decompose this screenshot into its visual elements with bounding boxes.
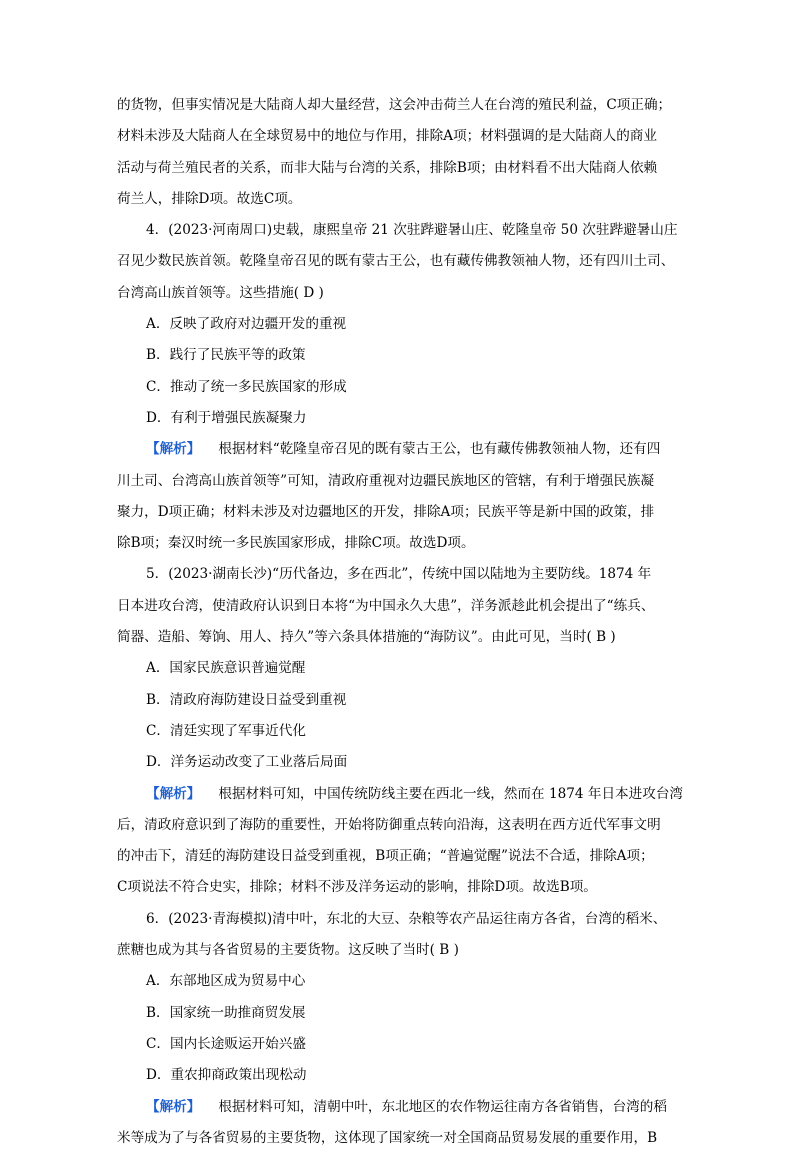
line-text: 材料未涉及大陆商人在全球贸易中的地位与作用，排除A项；材料强调的是大陆商人的商业: [117, 128, 657, 145]
text-line: [117, 90, 677, 121]
line-text: B．践行了民族平等的政策: [146, 347, 306, 364]
document-body: [117, 90, 684, 1154]
analysis-label: 【解析】: [146, 785, 201, 802]
line-text: 简器、造船、筹饷、用人、持久”等六条具体措施的“海防议”。由此可见，当时( B ): [117, 629, 616, 646]
line-text: C项说法不符合史实，排除；材料不涉及洋务运动的影响，排除D项。故选B项。: [117, 879, 597, 896]
text-line: [117, 716, 677, 747]
line-text: 活动与荷兰殖民者的关系，而非大陆与台湾的关系，排除B项；由材料看不出大陆商人依赖: [117, 159, 658, 176]
text-line: [117, 872, 677, 903]
text-line: [117, 121, 677, 152]
line-text: B．清政府海防建设日益受到重视: [146, 691, 347, 708]
line-text: 除B项；秦汉时统一多民族国家形成，排除C项。故选D项。: [117, 535, 475, 552]
text-line: [117, 841, 677, 872]
analysis-line: [117, 779, 684, 810]
text-line: [117, 309, 677, 340]
line-text: 聚力，D项正确；材料未涉及对边疆地区的开发，排除A项；民族平等是新中国的政策，排: [117, 503, 655, 520]
line-text: A．东部地区成为贸易中心: [146, 973, 306, 990]
line-text: 5．(2023·湖南长沙)“历代备边，多在西北”，传统中国以陆地为主要防线。1874 年: [146, 566, 652, 583]
text-line: [117, 1060, 677, 1091]
text-line: [117, 1123, 677, 1154]
text-line: [117, 559, 677, 590]
line-text: 召见少数民族首领。乾隆皇帝召见的既有蒙古王公，也有藏传佛教领袖人物，还有四川土司、: [117, 253, 675, 270]
text-line: [117, 215, 677, 246]
line-text: D．重农抑商政策出现松动: [146, 1067, 307, 1084]
text-line: [117, 653, 677, 684]
text-line: [117, 340, 677, 371]
analysis-label: 【解析】: [146, 441, 201, 458]
line-text: 4．(2023·河南周口)史载，康熙皇帝 21 次驻跸避暑山庄、乾隆皇帝 50 次驻跸避暑山庄: [146, 222, 678, 239]
text-line: [117, 747, 677, 778]
line-text: 米等成为了与各省贸易的主要货物，这体现了国家统一对全国商品贸易发展的重要作用，B: [117, 1129, 658, 1146]
line-text: 根据材料可知，中国传统防线主要在西北一线，然而在 1874 年日本进攻台湾: [218, 785, 684, 802]
line-text: 的货物，但事实情况是大陆商人却大量经营，这会冲击荷兰人在台湾的殖民利益，C项正确；: [117, 97, 672, 113]
text-line: [117, 622, 677, 653]
line-text: A．国家民族意识普遍觉醒: [146, 660, 306, 677]
analysis-label: 【解析】: [146, 1098, 201, 1115]
line-text: C．国内长途贩运开始兴盛: [146, 1035, 306, 1052]
line-text: C．清廷实现了军事近代化: [146, 722, 306, 739]
line-text: 后，清政府意识到了海防的重要性，开始将防御重点转向沿海，这表明在西方近代军事文明: [117, 816, 661, 833]
analysis-line: [117, 434, 677, 465]
text-line: [117, 403, 677, 434]
line-text: 根据材料可知，清朝中叶，东北地区的农作物运往南方各省销售，台湾的稻: [218, 1098, 667, 1115]
text-line: [117, 1029, 677, 1060]
line-text: 6．(2023·青海模拟)清中叶，东北的大豆、杂粮等农产品运往南方各省，台湾的稻米、: [146, 910, 667, 927]
text-line: [117, 591, 677, 622]
text-line: [117, 153, 677, 184]
text-line: [117, 278, 677, 309]
line-text: 荷兰人，排除D项。故选C项。: [117, 190, 302, 207]
line-text: 蔗糖也成为其与各省贸易的主要货物。这反映了当时( B ): [117, 942, 459, 959]
text-line: [117, 810, 677, 841]
text-line: [117, 372, 677, 403]
text-line: [117, 935, 677, 966]
line-text: 日本进攻台湾，使清政府认识到日本将“为中国永久大患”，洋务派趁此机会提出了“练兵、: [117, 597, 655, 614]
text-line: [117, 497, 677, 528]
analysis-line: [117, 1092, 677, 1123]
line-text: A．反映了政府对边疆开发的重视: [146, 316, 347, 333]
text-line: [117, 685, 677, 716]
text-line: [117, 966, 677, 997]
line-text: 台湾高山族首领等。这些措施( D ): [117, 284, 324, 301]
line-text: B．国家统一助推商贸发展: [146, 1004, 306, 1021]
text-line: [117, 184, 677, 215]
text-line: [117, 904, 677, 935]
line-text: D．有利于增强民族凝聚力: [146, 409, 307, 426]
line-text: 根据材料“乾隆皇帝召见的既有蒙古王公，也有藏传佛教领袖人物，还有四: [218, 441, 661, 458]
text-line: [117, 528, 677, 559]
text-line: [117, 466, 677, 497]
line-text: D．洋务运动改变了工业落后局面: [146, 754, 348, 771]
line-text: 川土司、台湾高山族首领等”可知，清政府重视对边疆民族地区的管辖，有利于增强民族凝: [117, 472, 655, 489]
text-line: [117, 246, 677, 277]
line-text: C．推动了统一多民族国家的形成: [146, 378, 347, 395]
text-line: [117, 998, 677, 1029]
line-text: 的冲击下，清廷的海防建设日益受到重视，B项正确；“普遍觉醒”说法不合适，排除A项；: [117, 848, 654, 865]
